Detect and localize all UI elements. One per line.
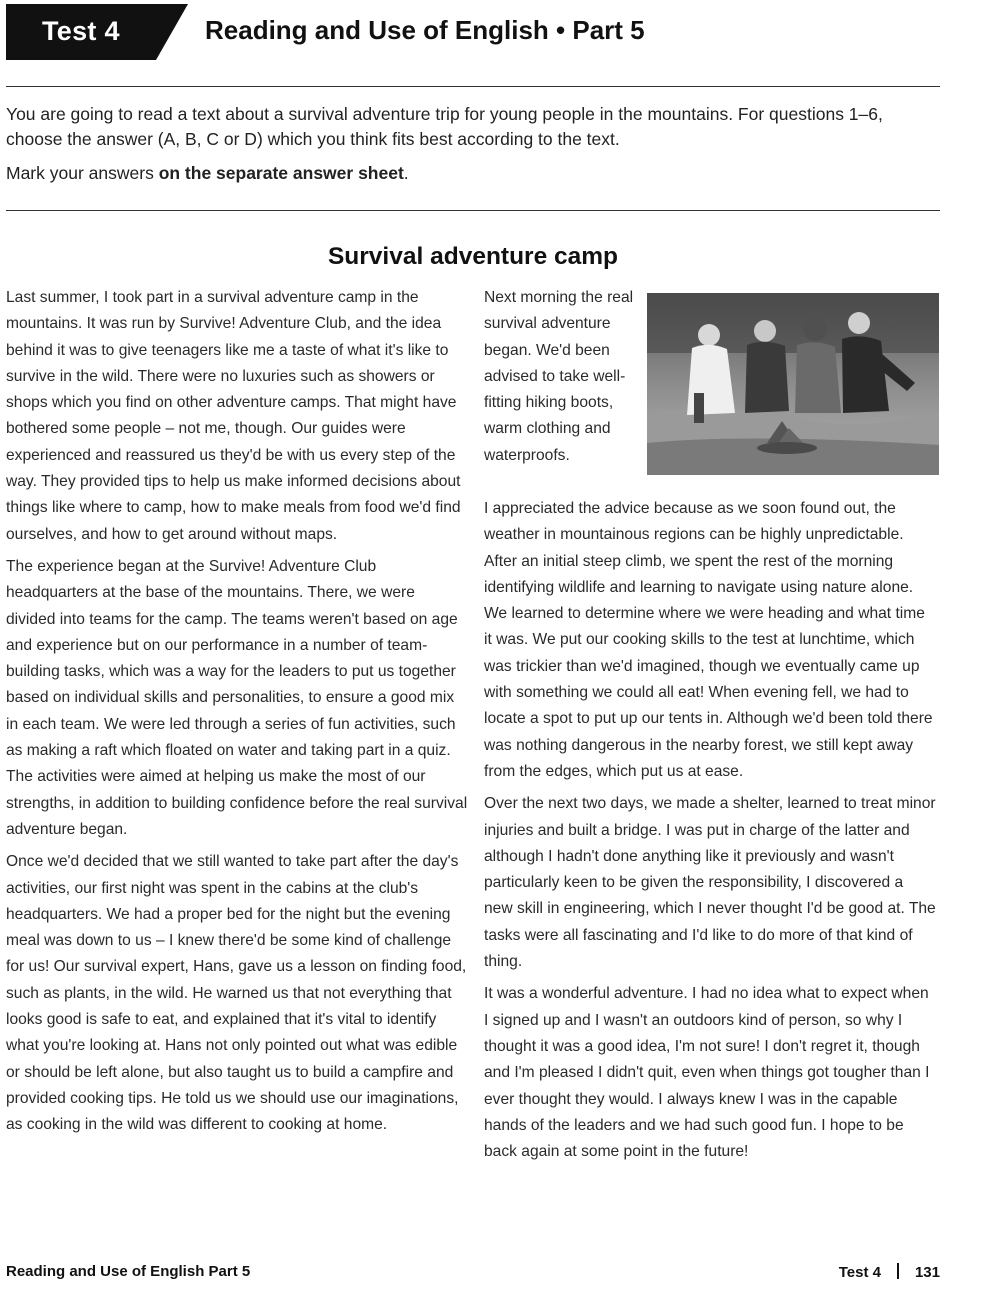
footer-section-label: Reading and Use of English Part 5 xyxy=(6,1263,251,1280)
test-tab xyxy=(6,4,186,60)
paragraph: The experience began at the Survive! Adventure Club headquarters at the base of the mountains. There, we were divided into teams for the camp. The teams weren't based on age and experience but on our performance in a number of team-building tasks, which was a way for the leaders to put us together based on individual skills and personalities, to ensure a good mix in each team. We were led through a series of fun activities, such as making a raft which floated on water and taking part in a quiz. The activities were aimed at helping us make the most of our strengths, in addition to building confidence before the real survival adventure began. xyxy=(6,557,468,838)
instructions xyxy=(6,102,940,186)
answer-sheet-note xyxy=(6,161,940,186)
test-label: Test 4 xyxy=(42,16,120,46)
article-left-column xyxy=(6,285,468,1145)
footer-test-label: Test 4 xyxy=(838,1264,881,1281)
page-number: 131 xyxy=(914,1264,940,1281)
article-right-column xyxy=(484,496,936,1171)
paragraph: Last summer, I took part in a survival adventure camp in the mountains. It was run by Survive! Adventure Club, and the idea behind it was to give teenagers like me a taste of what it's like to survive in the wild. There were no luxuries such as showers or shops which you find on other adventure camps. That might have bothered some people – not me, though. Our guides were experienced and reassured us they'd be with us every step of the way. They provided tips to help us make informed decisions about things like where to camp, how to make meals from food we'd find ourselves, and how to get around without maps. xyxy=(6,289,461,543)
page-header xyxy=(0,0,1000,70)
footer-page-info xyxy=(839,1263,940,1281)
paragraph: Next morning the real survival adventure began. We'd been advised to take well-fitting hiking boots, warm clothing and waterproofs. xyxy=(484,289,634,464)
paragraph: Over the next two days, we made a shelter, learned to treat minor injuries and built a bridge. I was put in charge of the latter and although I hadn't done anything like it previously and wasn't particularly keen to be given the responsibility, I discovered a new skill in engineering, which I never thought I'd be good at. The tasks were all fascinating and I'd like to do more of that kind of thing. xyxy=(484,795,936,971)
article-title: Survival adventure camp xyxy=(327,243,619,270)
paragraph: Once we'd decided that we still wanted to take part after the day's activities, our first night was spent in the cabins at the club's headquarters. We had a proper bed for the night but the evening meal was down to us – I knew there'd be some kind of challenge for us! Our survival expert, Hans, gave us a lesson on finding food, such as plants, in the wild. He warned us that not everything that looks good is safe to eat, and explained that it's vital to identify what you're looking at. Hans not only pointed out what was edible or should be left alone, but also taught us to build a campfire and provided cooking tips. He told us we should use our imaginations, as cooking in the wild was different to cooking at home. xyxy=(6,853,467,1134)
bottom-divider xyxy=(6,210,940,211)
article-right-top xyxy=(484,285,644,475)
campers-photo xyxy=(647,293,939,475)
paragraph: I appreciated the advice because as we soon found out, the weather in mountainous regions can be highly unpredictable. After an initial steep climb, we spent the rest of the morning identifying wildlife and learning to navigate using nature alone. We learned to determine where we were heading and what time it was. We put our cooking skills to the test at lunchtime, which was trickier than we'd imagined, though we eventually came up with something we could all eat! When evening fell, we had to locate a spot to put up our tents in. Although we'd been told there was nothing dangerous in the nearby forest, we still kept away from the edges, which put us at ease. xyxy=(484,500,933,780)
answer-note-prefix: Mark your answers xyxy=(6,163,159,183)
section-title: Reading and Use of English • Part 5 xyxy=(205,15,645,45)
paragraph: It was a wonderful adventure. I had no idea what to expect when I signed up and I wasn't an outdoors kind of person, so why I thought it was a good idea, I'm not sure! I don't regret it, though and I'm pleased I didn't quit, even when things got tougher than I ever thought they would. I always knew I was in the capable hands of the leaders and we had such good fun. I hope to be back again at some point in the future! xyxy=(484,985,930,1161)
instructions-text: You are going to read a text about a survival adventure trip for young people in the mountains. For questions 1–6, choose the answer (A, B, C or D) which you think fits best according to the text. xyxy=(6,104,883,149)
footer-separator xyxy=(897,1263,899,1279)
answer-note-suffix: . xyxy=(403,163,409,183)
top-divider xyxy=(6,86,940,87)
answer-note-emphasis: on the separate answer sheet xyxy=(158,163,404,183)
